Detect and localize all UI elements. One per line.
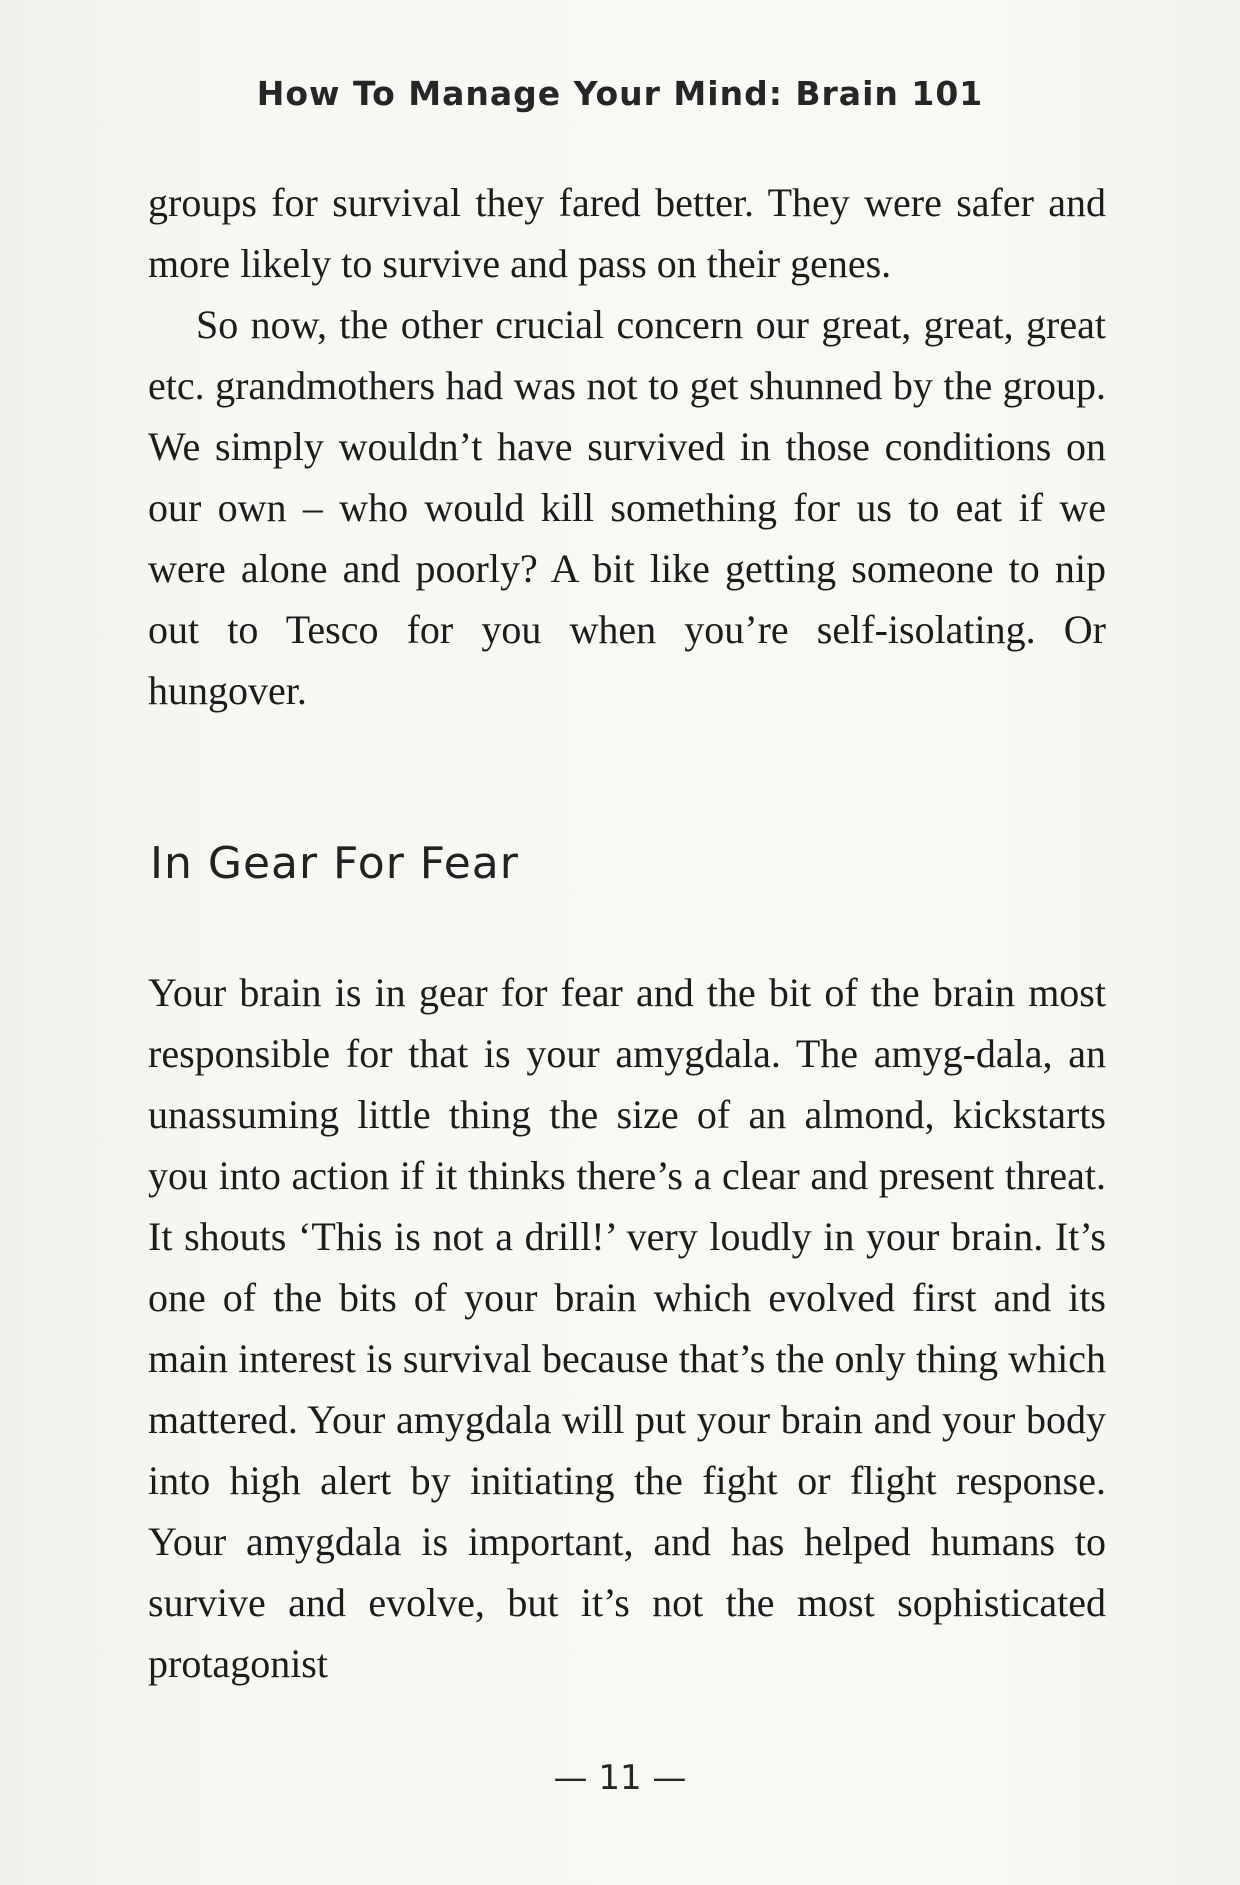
paragraph: groups for survival they fared better. They were safer and more likely to survive and pass on their genes. — [148, 180, 1106, 286]
body-text-top — [148, 172, 1106, 721]
paragraph: Your brain is in gear for fear and the bit of the brain most responsible for that is your amygdala. The amyg-dala, an unassuming little thing the size of an almond, kickstarts you into action if it thinks there’s a clear and present threat. It shouts ‘This is not a drill!’ very loudly in your brain. It’s one of the bits of your brain which evolved first and its main interest is survival because that’s the only thing which mattered. Your amygdala will put your brain and your body into high alert by initiating the fight or flight response. Your amygdala is important, and has helped humans to survive and evolve, but it’s not the most sophisticated protagonist — [148, 970, 1106, 1686]
page-number: — 11 — — [553, 1758, 687, 1798]
paragraph: So now, the other crucial concern our great, great, great etc. grandmothers had was not to get shunned by the group. We simply wouldn’t have survived in those conditions on our own – who would kill something for us to eat if we were alone and poorly? A bit like getting someone to nip out to Tesco for you when you’re self-isolating. Or hungover. — [148, 302, 1106, 713]
running-head: How To Manage Your Mind: Brain 101 — [256, 74, 984, 113]
section-heading: In Gear For Fear — [150, 838, 519, 889]
body-text-bottom — [148, 962, 1106, 1694]
